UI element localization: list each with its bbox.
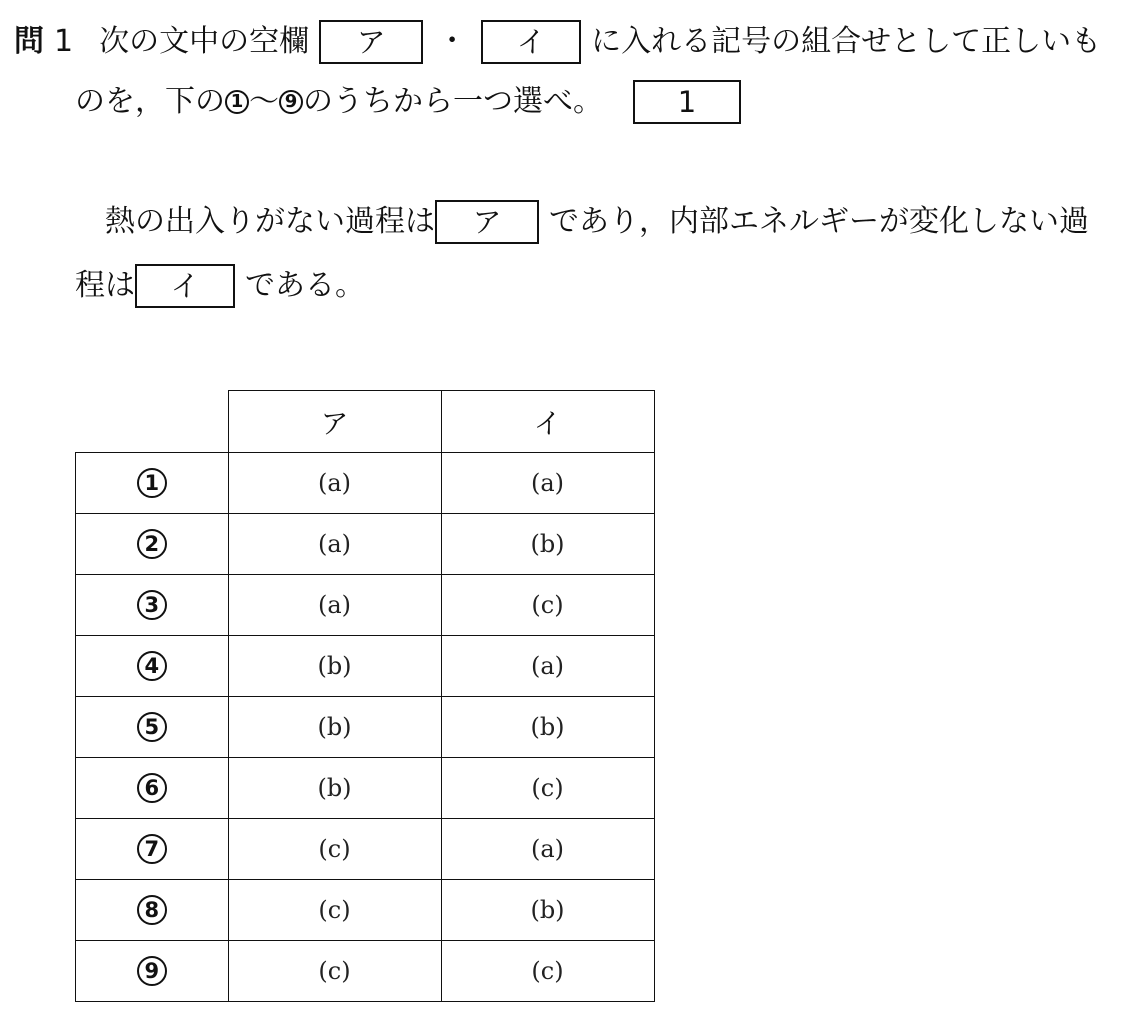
question-line-1 xyxy=(14,22,1101,62)
cell-a: (b) xyxy=(228,697,441,758)
row-number-cell xyxy=(76,453,229,514)
row-number-cell xyxy=(76,636,229,697)
cell-a: (c) xyxy=(228,819,441,880)
passage-text-1-tail: であり，内部エネルギーが変化しない過 xyxy=(549,204,1089,239)
row-number-cell xyxy=(76,819,229,880)
question-text-2-tail: のうちから一つ選べ。 xyxy=(303,84,603,119)
cell-i: (a) xyxy=(441,453,654,514)
circled-number: 2 xyxy=(137,529,167,559)
row-number-cell xyxy=(76,514,229,575)
answer-box: 1 xyxy=(633,80,741,124)
row-number-cell xyxy=(76,697,229,758)
table-row xyxy=(76,575,655,636)
table-row xyxy=(76,453,655,514)
table-corner xyxy=(76,391,229,453)
passage-text-1: 熱の出入りがない過程は xyxy=(105,204,435,239)
cell-i: (b) xyxy=(441,514,654,575)
table-row xyxy=(76,880,655,941)
passage-blank-a: ア xyxy=(435,200,539,244)
question-text-1-tail: に入れる記号の組合せとして正しいも xyxy=(591,24,1102,59)
circled-number: 5 xyxy=(137,712,167,742)
circled-number: 9 xyxy=(137,956,167,986)
range-tilde: ～ xyxy=(249,84,279,119)
circled-number: 3 xyxy=(137,590,167,620)
cell-a: (c) xyxy=(228,880,441,941)
question-line-2 xyxy=(75,82,741,122)
row-number-cell xyxy=(76,575,229,636)
passage-text-2: 程は xyxy=(75,268,135,303)
question-label: 問 xyxy=(14,24,44,59)
table-row xyxy=(76,697,655,758)
header-i: イ xyxy=(441,391,654,453)
cell-i: (a) xyxy=(441,636,654,697)
table-row xyxy=(76,636,655,697)
circled-number: 1 xyxy=(137,468,167,498)
row-number-cell xyxy=(76,941,229,1002)
cell-a: (b) xyxy=(228,636,441,697)
circled-number: 8 xyxy=(137,895,167,925)
separator: ・ xyxy=(437,24,468,59)
circled-number-1: 1 xyxy=(225,90,249,114)
row-number-cell xyxy=(76,758,229,819)
row-number-cell xyxy=(76,880,229,941)
passage-line-1 xyxy=(105,202,1089,242)
circled-number: 7 xyxy=(137,834,167,864)
table-row xyxy=(76,941,655,1002)
cell-i: (b) xyxy=(441,697,654,758)
table-row xyxy=(76,514,655,575)
cell-i: (a) xyxy=(441,819,654,880)
header-a: ア xyxy=(228,391,441,453)
passage-text-2-tail: である。 xyxy=(245,268,365,303)
cell-i: (b) xyxy=(441,880,654,941)
blank-box-a: ア xyxy=(319,20,423,64)
passage-blank-i: イ xyxy=(135,264,235,308)
circled-number: 4 xyxy=(137,651,167,681)
cell-i: (c) xyxy=(441,941,654,1002)
cell-a: (b) xyxy=(228,758,441,819)
question-text-1: 次の文中の空欄 xyxy=(99,24,310,59)
circled-number-9: 9 xyxy=(279,90,303,114)
table-row xyxy=(76,819,655,880)
table-row xyxy=(76,758,655,819)
cell-a: (a) xyxy=(228,514,441,575)
table-header-row xyxy=(76,391,655,453)
choices-table xyxy=(75,390,655,1002)
blank-box-i: イ xyxy=(481,20,581,64)
cell-a: (a) xyxy=(228,453,441,514)
cell-a: (a) xyxy=(228,575,441,636)
circled-number: 6 xyxy=(137,773,167,803)
question-number: 1 xyxy=(54,24,74,59)
cell-i: (c) xyxy=(441,758,654,819)
passage-line-2 xyxy=(75,266,365,306)
cell-i: (c) xyxy=(441,575,654,636)
cell-a: (c) xyxy=(228,941,441,1002)
question-text-2: のを，下の xyxy=(75,84,225,119)
